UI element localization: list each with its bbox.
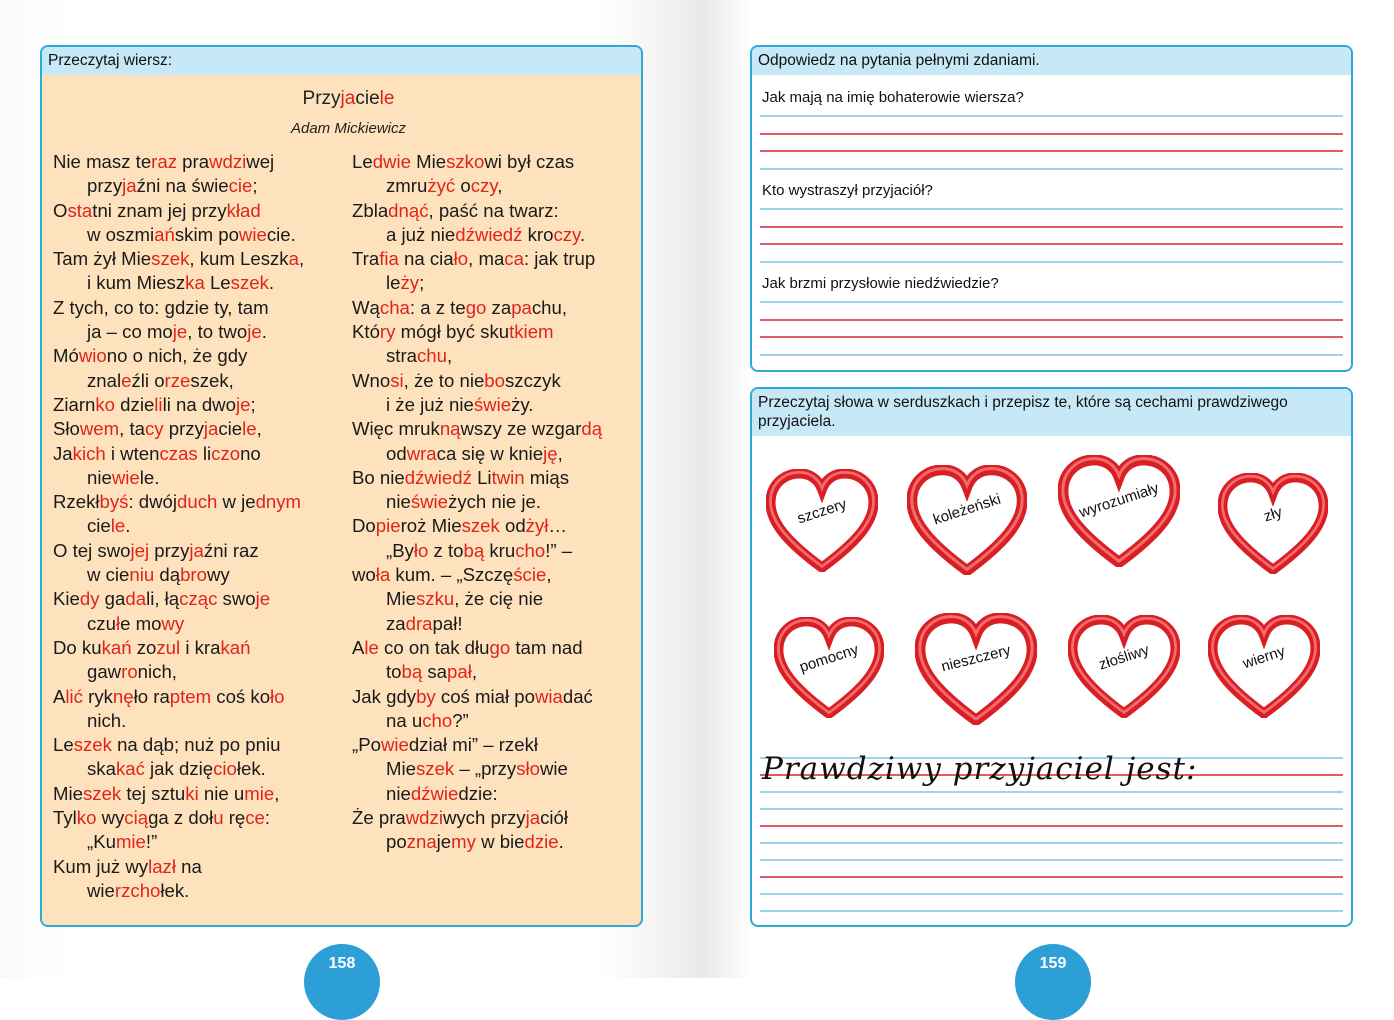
poem-line: Mieszku, że cię nie	[386, 588, 544, 610]
poem-line: Więc mruknąwszy ze wzgardą	[352, 418, 603, 440]
poem-line: Tam żył Mieszek, kum Leszka,	[53, 248, 305, 270]
heart-nieszczery	[915, 613, 1037, 725]
poem-line: i kum Mieszka Leszek.	[87, 272, 275, 294]
heart-word: wyrozumiały	[1077, 479, 1161, 521]
poem-line: i że już nieświeży.	[386, 393, 534, 415]
poem-line: nich.	[87, 709, 127, 731]
page-number-left: 158	[304, 944, 380, 1020]
answer-lines[interactable]	[760, 208, 1343, 263]
poem-line: Ostatni znam jej przykład	[53, 199, 261, 221]
heart-wierny	[1208, 615, 1320, 718]
heart-word: wierny	[1240, 642, 1288, 672]
page-number-right: 159	[1015, 944, 1091, 1020]
poem-title: Przyjaciele	[302, 88, 395, 109]
poem-line: Bo niedźwiedź Litwin miąs	[352, 466, 570, 488]
poem-column-left	[53, 150, 304, 903]
poem-line: poznajemy w biedzie.	[386, 831, 564, 853]
hearts-box	[750, 387, 1353, 927]
poem-line: zmrużyć oczy,	[386, 175, 503, 197]
poem-line: odwraca się w knieję,	[386, 442, 563, 464]
question-text: Kto wystraszył przyjaciół?	[762, 182, 933, 199]
poem-line: a już niedźwiedź kroczy.	[386, 223, 586, 245]
question-block	[760, 273, 1343, 371]
heart-word: złośliwy	[1096, 641, 1152, 674]
poem-line: w cieniu dąbrowy	[87, 564, 230, 586]
poem-line: Zbladnąć, paść na twarz:	[352, 199, 559, 221]
poem-line: Ledwie Mieszkowi był czas	[352, 151, 575, 172]
poem-line: strachu,	[386, 345, 453, 367]
poem-line: Wnosi, że to nieboszczyk	[352, 369, 561, 391]
poem-line: ciele.	[87, 515, 131, 537]
poem-line: czułe mowy	[87, 612, 185, 634]
poem-line: Rzekłbyś: dwójduch w jednym	[53, 491, 302, 513]
poem-line: Wącha: a z tego zapachu,	[352, 296, 568, 318]
poem-instruction: Przeczytaj wiersz:	[42, 47, 641, 75]
poem-line: Tylko wyciąga z dołu ręce:	[53, 807, 271, 829]
poem-line: Mieszek tej sztuki nie umie,	[53, 782, 280, 804]
poem-line: woła kum. – „Szczęście,	[352, 564, 552, 586]
left-page	[0, 0, 697, 978]
poem-line: Trafia na ciało, maca: jak trup	[352, 248, 596, 270]
questions-box	[750, 45, 1353, 372]
poem-line: znaleźli orzeszek,	[87, 369, 234, 391]
heart-word: pomocny	[797, 641, 861, 676]
poem-column-right	[352, 150, 602, 855]
poem-line: „Powiedział mi” – rzekł	[352, 734, 538, 756]
heart-word: nieszczery	[939, 641, 1013, 675]
question-text: Jak mają na imię bohaterowie wiersza?	[762, 89, 1024, 106]
hearts-instruction: Przeczytaj słowa w serduszkach i przepisz te, które są cechami prawdziwego przyjaciela.	[752, 389, 1351, 436]
poem-line: przyjaźni na świecie;	[87, 175, 258, 197]
poem-line: Mieszek – „przysłowie	[386, 758, 568, 780]
poem-line: Jakich i wtenczas liczono	[53, 442, 261, 464]
poem-line: Który mógł być skutkiem	[352, 321, 554, 343]
poem-line: Do kukań zozul i krakań	[53, 636, 251, 658]
poem-line: tobą sapał,	[386, 661, 478, 683]
poem-line: gawronich,	[87, 661, 177, 683]
heart-szczery	[766, 469, 878, 572]
questions-instruction: Odpowiedz na pytania pełnymi zdaniami.	[752, 47, 1351, 75]
heart-word: zły	[1261, 503, 1285, 526]
poem-line: „Było z tobą krucho!” –	[386, 539, 573, 561]
heart-zły	[1218, 473, 1328, 574]
poem-line: Alić ryknęło raptem coś koło	[53, 685, 285, 707]
answer-lines[interactable]	[760, 115, 1343, 170]
poem-line: Kiedy gadali, łącząc swoje	[53, 588, 271, 610]
heart-koleżeński	[907, 465, 1027, 575]
poem-line: Leszek na dąb; nuż po pniu	[53, 734, 281, 756]
heart-word: szczery	[795, 495, 849, 528]
poem-line: wierzchołek.	[87, 879, 190, 901]
poem-line: Że prawdziwych przyjaciół	[352, 807, 568, 829]
poem-line: Mówiono o nich, że gdy	[53, 345, 248, 367]
poem-line: niedźwiedzie:	[386, 782, 498, 804]
poem-line: Kum już wylazł na	[53, 855, 202, 877]
heart-pomocny	[774, 617, 884, 718]
poem-line: Ale co on tak długo tam nad	[352, 636, 583, 658]
poem-line: leży;	[386, 272, 425, 294]
poem-line: skakać jak dzięciołek.	[87, 758, 266, 780]
poem-line: Z tych, co to: gdzie ty, tam	[53, 296, 269, 318]
poem-line: w oszmiańskim powiecie.	[87, 223, 296, 245]
poem-line: ja – co moje, to twoje.	[87, 321, 267, 343]
poem-line: O tej swojej przyjaźni raz	[53, 539, 259, 561]
right-page	[697, 0, 1394, 978]
poem-line: zadrapał!	[386, 612, 463, 634]
poem-line: Jak gdyby coś miał powiadać	[352, 685, 593, 707]
poem-line: Nie masz teraz prawdziwej	[53, 151, 275, 172]
answer-lines[interactable]	[760, 301, 1343, 356]
cursive-prompt: Prawdziwy przyjaciel jest:	[762, 751, 1198, 787]
poem-author: Adam Mickiewicz	[290, 120, 407, 137]
question-block	[760, 87, 1343, 185]
heart-wyrozumiały	[1058, 455, 1180, 567]
poem-line: niewiele.	[87, 466, 160, 488]
question-text: Jak brzmi przysłowie niedźwiedzie?	[762, 275, 999, 292]
heart-złośliwy	[1068, 615, 1180, 718]
poem-line: nieświeżych nie je.	[386, 491, 542, 513]
poem-line: Dopieroż Mieszek odżył…	[352, 515, 567, 537]
poem-line: na ucho?”	[386, 709, 469, 731]
poem-line: „Kumie!”	[87, 831, 158, 853]
question-block	[760, 180, 1343, 278]
heart-word: koleżeński	[931, 490, 1003, 529]
poem-line: Słowem, tacy przyjaciele,	[53, 418, 262, 440]
poem-line: Ziarnko dzielili na dwoje;	[53, 393, 256, 415]
